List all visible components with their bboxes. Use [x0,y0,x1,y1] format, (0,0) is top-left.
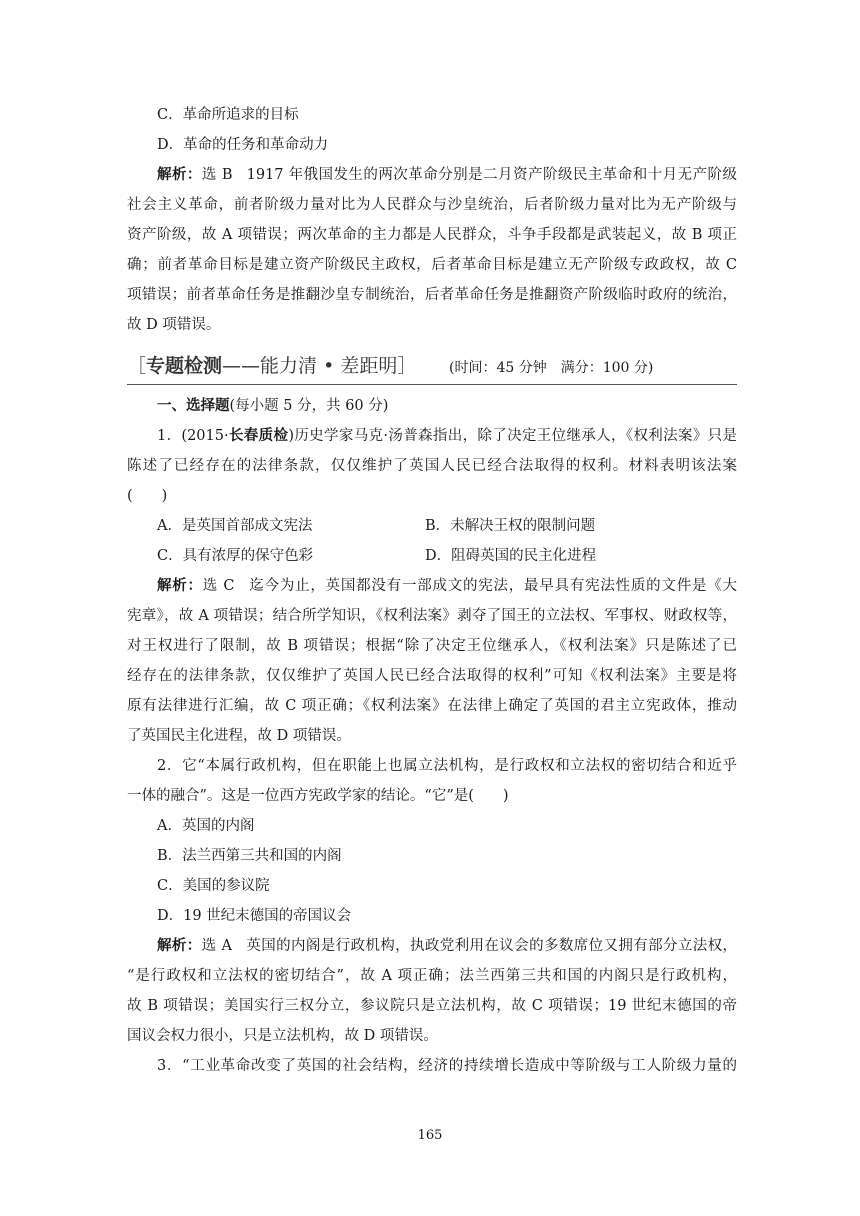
question-1-options-row [127,541,737,571]
question-2-analysis-line: “是行政权和立法权的密切结合”，故 A 项正确；法兰西第三共和国的内阁只是行政机构， [127,968,737,984]
question-1-analysis-line: 宪章》，故 A 项错误；结合所学知识，《权利法案》剥夺了国王的立法权、军事权、财政权等， [127,608,737,624]
question-2-option-d: D．19 世纪末德国的帝国议会 [157,908,352,924]
section-header-title [127,352,416,380]
prev-analysis-line: 故 D 项错误。 [127,317,221,333]
prev-analysis-line: 资产阶级，故 A 项错误；两次革命的主力都是人民群众，斗争手段都是武装起义，故 B 项正 [127,227,737,243]
question-2-line: 一体的融合”。这是一位西方宪政学家的结论。“它”是( ) [127,788,509,804]
open-bracket: ［ [127,355,147,377]
analysis-text: 1917 年俄国发生的两次革命分别是二月资产阶级民主革命和十月无产阶级 [246,167,738,183]
question-3-line: 3．“工业革命改变了英国的社会结构，经济的持续增长造成中等阶级与工人阶级力量的 [157,1058,737,1074]
question-1-number: 1．(2015· [157,428,229,444]
page-number: 165 [417,1128,443,1143]
question-1-text: )历史学家马克·汤普森指出，除了决定王位继承人，《权利法案》只是 [288,428,738,444]
header-title-bold: 专题检测 [146,355,223,377]
section-header [127,350,737,385]
question-1-analysis-line: 对王权进行了限制，故 B 项错误；根据“除了决定王位继承人，《权利法案》只是陈述了已 [127,638,737,654]
question-2-analysis-line [127,931,737,961]
page-content [127,100,737,1081]
question-1-analysis-line: 原有法律进行汇编，故 C 项正确；《权利法案》在法律上确定了英国的君主立宪政体，推动 [127,698,737,714]
analysis-text: 迄今为止，英国都没有一部成文的宪法，最早具有宪法性质的文件是《大 [248,578,737,594]
section-title: 一、选择题 [157,397,230,414]
question-1-blank: ( ) [127,488,168,504]
analysis-label: 解析： [157,166,202,183]
question-2-line: 2．它“本属行政机构，但在职能上也属立法机构，是行政权和立法权的密切结合和近乎 [157,758,737,774]
question-1-option-d: D．阻碍英国的民主化进程 [425,548,597,564]
question-1-analysis-line: 经存在的法律条款，仅仅维护了英国人民已经合法取得的权利”可知《权利法案》主要是将 [127,668,737,684]
section-note: (每小题 5 分，共 60 分) [229,398,389,414]
prev-analysis-line [127,160,737,190]
prev-analysis-line: 社会主义革命，前者阶级力量对比为人民群众与沙皇统治，后者阶级力量对比为无产阶级与 [127,197,737,213]
question-1-options-row [127,511,737,541]
section-title-line [127,391,737,421]
question-1-analysis-line [127,571,737,601]
question-2-option-a: A．英国的内阁 [157,818,255,834]
question-1-option-a: A．是英国首部成文宪法 [157,518,313,534]
question-1-line [127,421,737,451]
prev-option-c: C．革命所追求的目标 [157,107,299,123]
question-1-option-b: B．未解决王权的限制问题 [425,518,596,534]
analysis-answer: 选 B [201,167,233,183]
analysis-answer: 选 A [201,938,232,954]
time-note: (时间：45 分钟 满分：100 分) [449,360,654,376]
question-1-option-c: C．具有浓厚的保守色彩 [157,548,314,564]
analysis-label: 解析： [157,937,202,954]
prev-option-d: D．革命的任务和革命动力 [157,137,329,153]
analysis-answer: 选 C [202,578,235,594]
question-2-option-b: B．法兰西第三共和国的内阁 [157,848,342,864]
question-1-analysis-line: 了英国民主化进程，故 D 项错误。 [127,728,351,744]
close-bracket: ］ [397,355,417,377]
question-2-option-c: C．美国的参议院 [157,878,270,894]
question-2-analysis-line: 国议会权力很小，只是立法机构，故 D 项错误。 [127,1028,438,1044]
prev-analysis-line: 项错误；前者革命任务是推翻沙皇专制统治，后者革命任务是推翻资产阶级临时政府的统治， [127,287,737,303]
header-title-rest: ——能力清 • 差距明 [222,355,398,377]
question-1-source: 长春质检 [228,427,289,444]
analysis-label: 解析： [157,577,203,594]
question-1-line: 陈述了已经存在的法律条款，仅仅维护了英国人民已经合法取得的权利。材料表明该法案 [127,458,737,474]
prev-analysis-line: 确；前者革命目标是建立资产阶级民主政权，后者革命目标是建立无产阶级专政政权，故 C [127,257,737,273]
question-2-analysis-line: 故 B 项错误；美国实行三权分立，参议院只是立法机构，故 C 项错误；19 世纪末德国的帝 [127,998,737,1014]
analysis-text: 英国的内阁是行政机构，执政党利用在议会的多数席位又拥有部分立法权， [245,938,737,954]
